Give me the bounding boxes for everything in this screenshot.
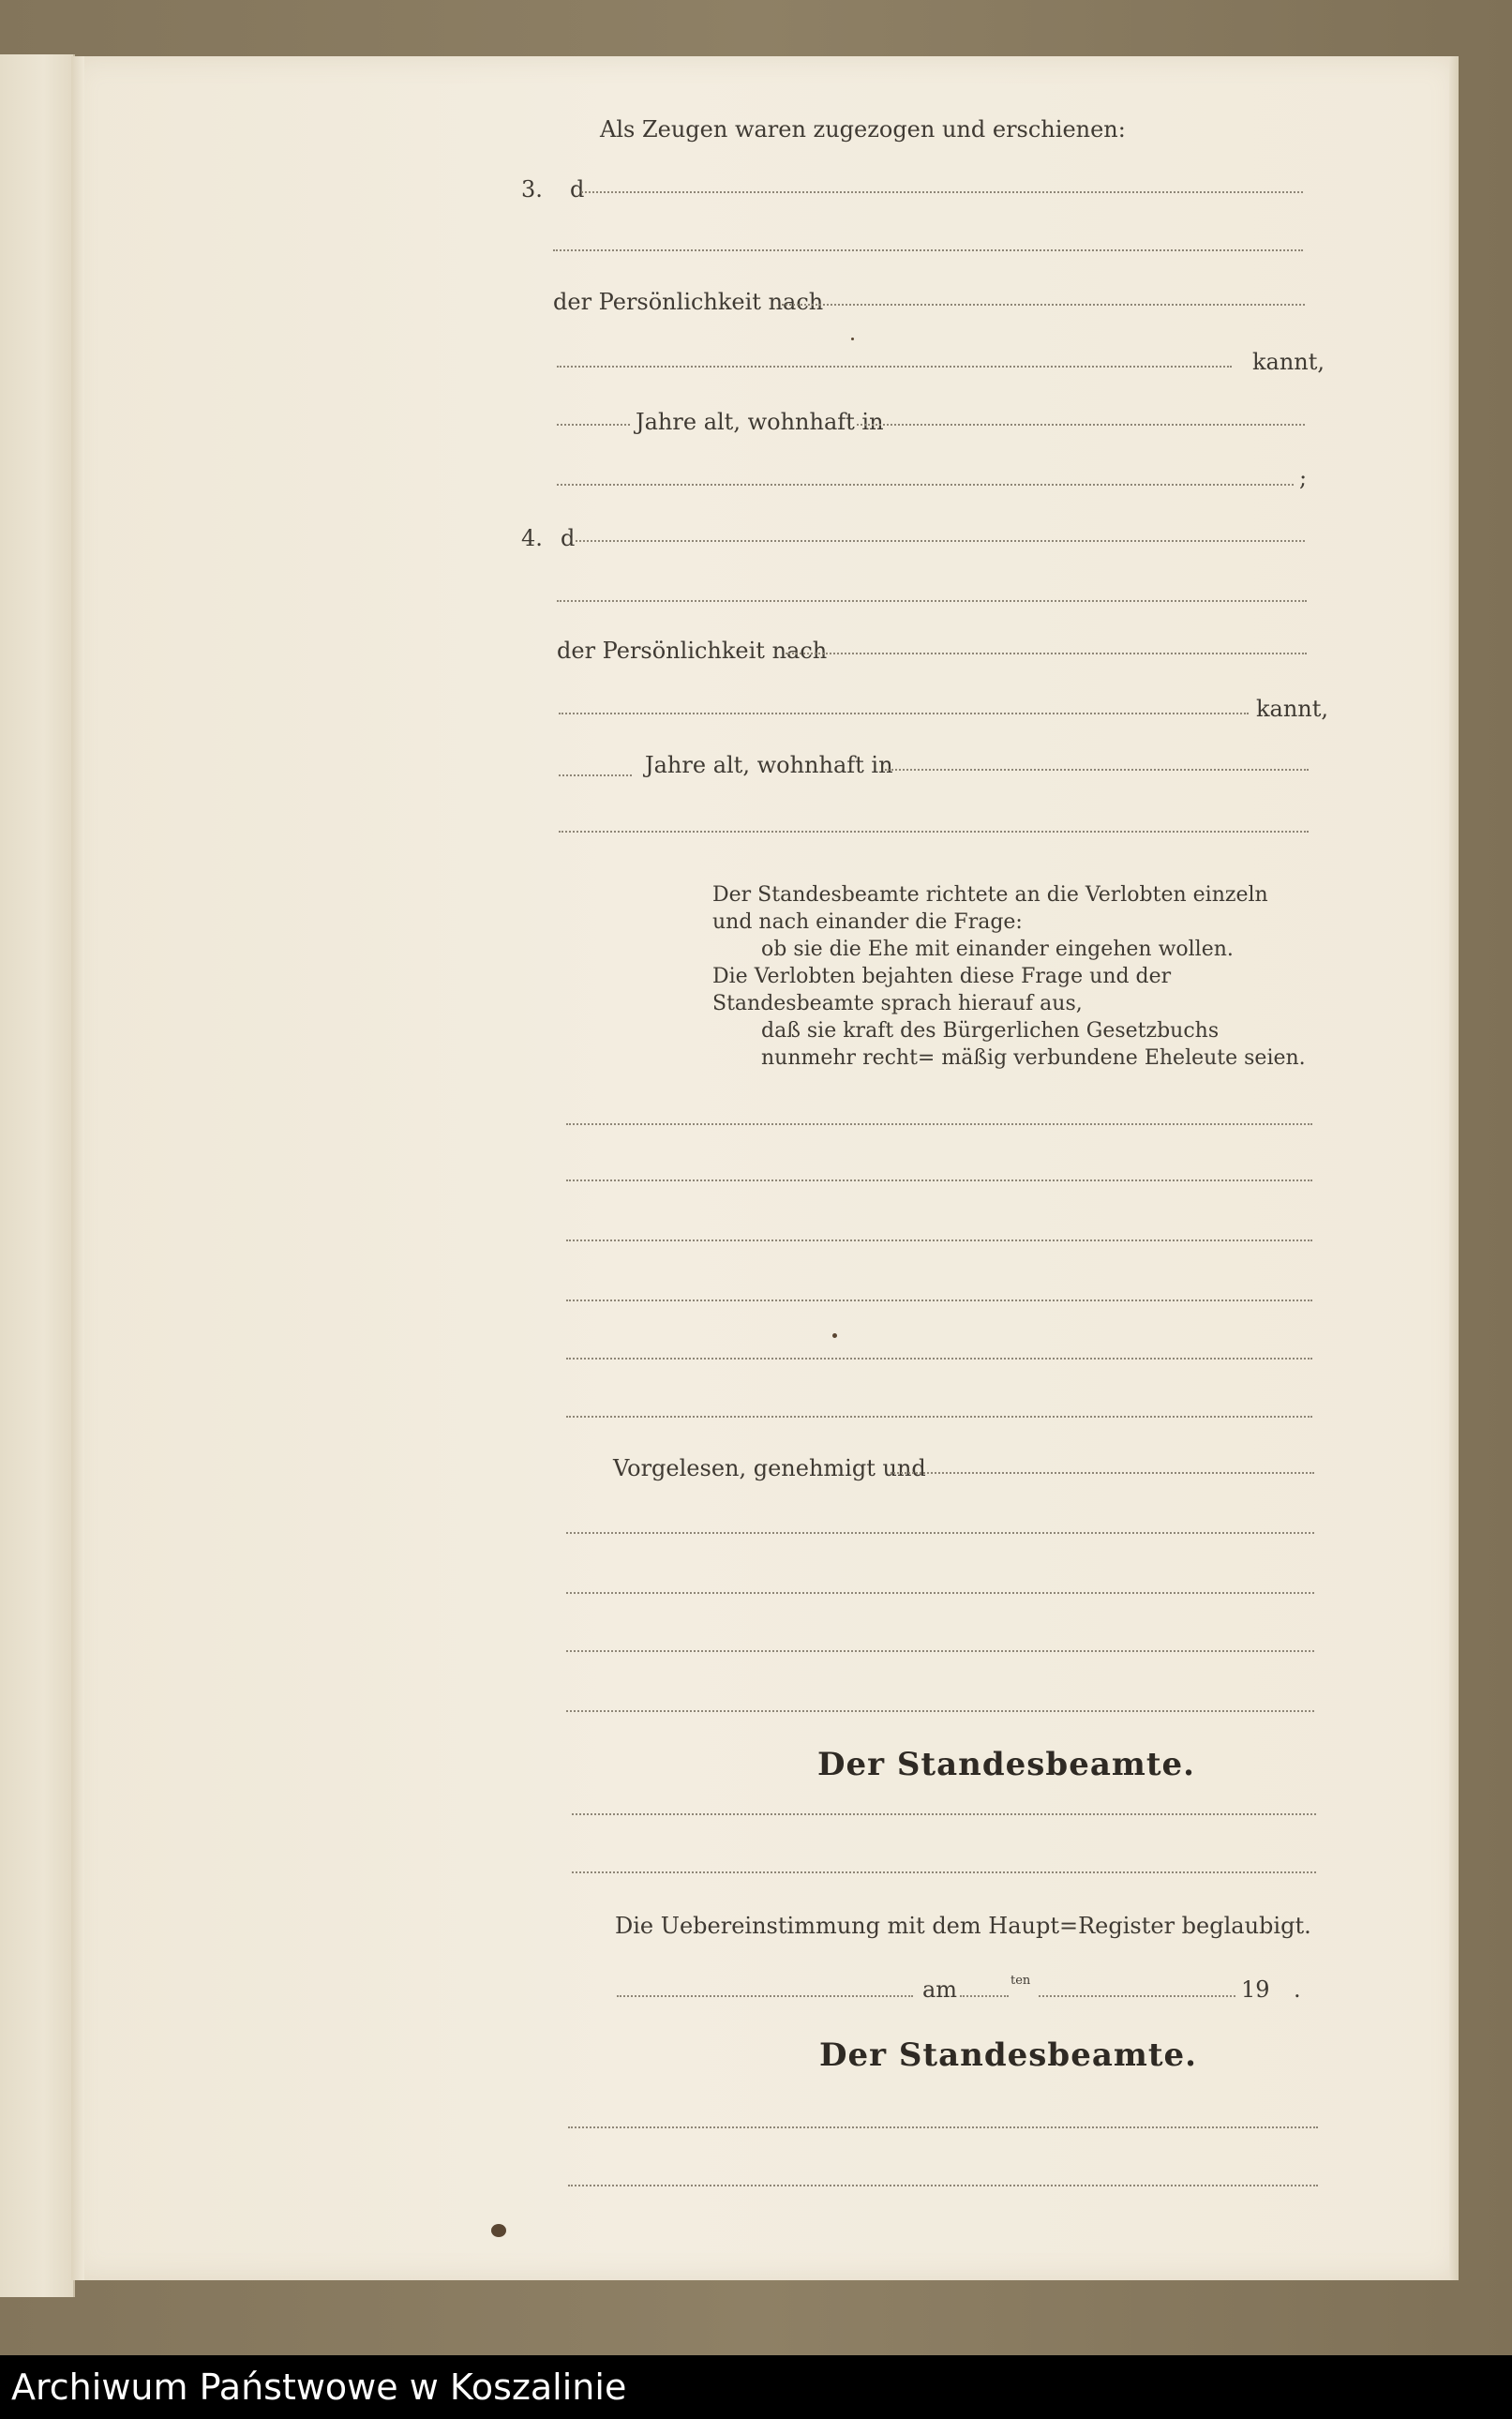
witness3-end-mark: ;	[1299, 465, 1308, 491]
remarks-line-4[interactable]	[566, 1300, 1312, 1301]
witness3-age-label: Jahre alt, wohnhaft in	[636, 409, 884, 435]
witness3-known-line[interactable]	[557, 366, 1232, 368]
witness3-residence-line[interactable]	[857, 424, 1305, 426]
signature-line[interactable]	[891, 1472, 1314, 1474]
paper-speck	[832, 1333, 837, 1338]
witnesses-intro: Als Zeugen waren zugezogen und erschienen:	[600, 116, 1126, 143]
witness4-number: 4.	[521, 525, 543, 551]
registrar-signature-heading-2: Der Standesbeamte.	[819, 2036, 1198, 2074]
witness4-prefix: d	[561, 525, 576, 551]
witness4-identity-label: der Persönlichkeit nach	[557, 638, 828, 664]
read-approved-label: Vorgelesen, genehmigt und	[613, 1455, 926, 1481]
marriage-declaration	[656, 881, 1312, 1072]
witness3-name-line[interactable]	[581, 191, 1303, 193]
archive-name: Archiwum Państwowe w Koszalinie	[11, 2366, 627, 2408]
signature-line-3[interactable]	[566, 1592, 1314, 1594]
archive-footer	[0, 2355, 1512, 2419]
date-end-mark: .	[1294, 1976, 1301, 2003]
registrar-signature-heading: Der Standesbeamte.	[817, 1746, 1196, 1783]
facing-page	[0, 54, 75, 2297]
declaration-line-2: ob sie die Ehe mit einander eingehen wollen.	[761, 938, 1234, 961]
witness3-residence-line-2[interactable]	[557, 484, 1294, 486]
document-page	[71, 56, 1459, 2280]
place-line[interactable]	[617, 1995, 913, 1997]
witness3-number: 3.	[521, 176, 543, 203]
declaration-line-4: daß sie kraft des Bürgerlichen Gesetzbuchs nunmehr recht= mäßig verbundene Eheleute seien.	[761, 1019, 1306, 1070]
witness4-name-line-2[interactable]	[557, 600, 1307, 602]
remarks-line-2[interactable]	[566, 1179, 1312, 1181]
remarks-line-3[interactable]	[566, 1240, 1312, 1241]
witness4-identity-line[interactable]	[786, 653, 1307, 654]
day-line[interactable]	[960, 1995, 1009, 1997]
witness3-name-line-2[interactable]	[553, 249, 1303, 251]
witness3-identity-label: der Persönlichkeit nach	[553, 289, 824, 315]
month-line[interactable]	[1039, 1995, 1235, 1997]
date-year-prefix: 19	[1241, 1976, 1270, 2003]
witness4-residence-line[interactable]	[885, 769, 1309, 771]
remarks-line-1[interactable]	[566, 1123, 1312, 1125]
registrar-sign-line-1[interactable]	[572, 1813, 1316, 1815]
page-edge	[1449, 56, 1459, 2280]
date-ten-suffix: ten	[1010, 1974, 1031, 1988]
witness3-prefix: d	[570, 176, 585, 203]
witness3-age-line[interactable]	[557, 424, 630, 426]
signature-line-4[interactable]	[566, 1650, 1314, 1652]
ink-stain	[491, 2224, 506, 2237]
page-crease	[71, 56, 84, 2280]
signature-line-2[interactable]	[566, 1532, 1314, 1534]
signature-line-5[interactable]	[566, 1710, 1314, 1712]
witness3-known-suffix: kannt,	[1252, 349, 1325, 375]
registrar2-sign-line-1[interactable]	[568, 2126, 1318, 2128]
witness4-age-line[interactable]	[559, 774, 632, 776]
registrar2-sign-line-2[interactable]	[568, 2185, 1318, 2186]
witness4-name-line[interactable]	[576, 540, 1305, 542]
remarks-line-5[interactable]	[566, 1358, 1312, 1360]
witness3-identity-line[interactable]	[782, 304, 1305, 306]
witness4-age-label: Jahre alt, wohnhaft in	[645, 752, 893, 778]
remarks-line-6[interactable]	[566, 1416, 1312, 1418]
certification-text: Die Uebereinstimmung mit dem Haupt=Register beglaubigt.	[615, 1913, 1311, 1939]
witness4-known-line[interactable]	[559, 713, 1249, 714]
declaration-line-3: Die Verlobten bejahten diese Frage und der Standesbeamte sprach hierauf aus,	[712, 965, 1172, 1015]
paper-speck-2	[851, 338, 854, 340]
declaration-line-1: Der Standesbeamte richtete an die Verlobten einzeln und nach einander die Frage:	[712, 883, 1268, 934]
registrar-sign-line-2[interactable]	[572, 1871, 1316, 1873]
witness4-known-suffix: kannt,	[1256, 696, 1329, 722]
witness4-residence-line-2[interactable]	[559, 831, 1309, 833]
date-am: am	[922, 1976, 958, 2003]
